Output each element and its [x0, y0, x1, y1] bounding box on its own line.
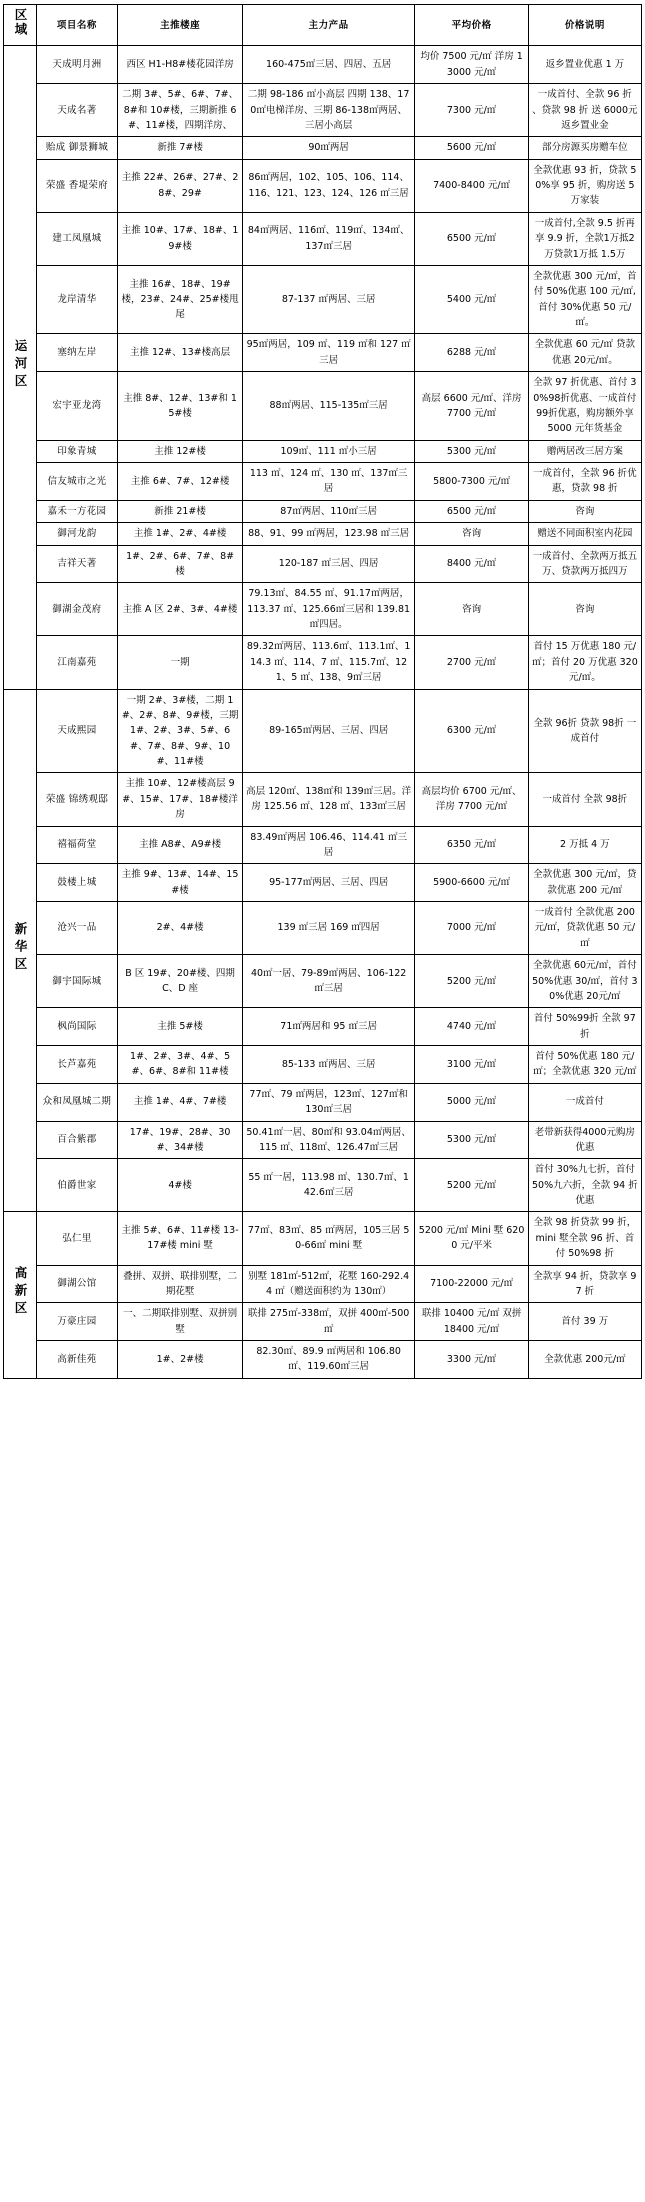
- project-name-cell: 高新佳苑: [36, 1341, 118, 1379]
- table-row: [4, 1083, 642, 1121]
- average-price-cell: 5200 元/㎡: [415, 1159, 528, 1212]
- main-product-cell: 120-187 ㎡三居、四居: [242, 545, 415, 583]
- main-product-cell: 别墅 181㎡-512㎡，花墅 160-292.44 ㎡（赠送面积约为 130㎡）: [242, 1265, 415, 1303]
- average-price-cell: 7100-22000 元/㎡: [415, 1265, 528, 1303]
- table-row: [4, 1159, 642, 1212]
- main-product-cell: 139 ㎡三居 169 ㎡四居: [242, 902, 415, 955]
- table-row: [4, 265, 642, 334]
- header-price-note: 价格说明: [528, 5, 641, 46]
- header-project-name: 项目名称: [36, 5, 118, 46]
- main-building-cell: 主推 5#、6#、11#楼 13-17#楼 mini 墅: [118, 1212, 242, 1265]
- project-name-cell: 宏宇亚龙湾: [36, 372, 118, 441]
- price-note-cell: 全款优惠 200元/㎡: [528, 1341, 641, 1379]
- main-building-cell: 主推 12#、13#楼高层: [118, 334, 242, 372]
- project-name-cell: 弘仁里: [36, 1212, 118, 1265]
- region-cell: [4, 689, 37, 1212]
- project-name-cell: 龙岸清华: [36, 265, 118, 334]
- average-price-cell: 6288 元/㎡: [415, 334, 528, 372]
- average-price-cell: 6300 元/㎡: [415, 689, 528, 773]
- project-name-cell: 印象青城: [36, 440, 118, 462]
- main-building-cell: 主推 10#、17#、18#、19#楼: [118, 212, 242, 265]
- project-name-cell: 御湖金茂府: [36, 583, 118, 636]
- price-note-cell: 首付 30%九七折，首付 50%九六折，全款 94 折优惠: [528, 1159, 641, 1212]
- main-building-cell: 新推 7#楼: [118, 137, 242, 159]
- price-note-cell: 全款优惠 60元/㎡，首付 50%优惠 30/㎡，首付 30%优惠 20元/㎡: [528, 955, 641, 1008]
- main-building-cell: 主推 5#楼: [118, 1008, 242, 1046]
- project-name-cell: 百合紫郡: [36, 1121, 118, 1159]
- price-note-cell: 全款优惠 300 元/㎡，贷款优惠 200 元/㎡: [528, 864, 641, 902]
- average-price-cell: 3100 元/㎡: [415, 1046, 528, 1084]
- main-product-cell: 高层 120㎡、138㎡和 139㎡三居。洋房 125.56 ㎡、128 ㎡、133㎡三居: [242, 773, 415, 826]
- main-product-cell: 55 ㎡一居，113.98 ㎡、130.7㎡、142.6㎡三居: [242, 1159, 415, 1212]
- main-building-cell: 17#、19#、28#、30#、34#楼: [118, 1121, 242, 1159]
- main-building-cell: 1#、2#、6#、7#、8#楼: [118, 545, 242, 583]
- project-name-cell: 众和凤凰城二期: [36, 1083, 118, 1121]
- table-row: [4, 1212, 642, 1265]
- price-note-cell: 首付 50%优惠 180 元/㎡；全款优惠 320 元/㎡: [528, 1046, 641, 1084]
- average-price-cell: 咨询: [415, 583, 528, 636]
- main-product-cell: 84㎡两居、116㎡、119㎡、134㎡、137㎡三居: [242, 212, 415, 265]
- table-row: [4, 689, 642, 773]
- average-price-cell: 7400-8400 元/㎡: [415, 159, 528, 212]
- main-building-cell: 西区 H1-H8#楼花园洋房: [118, 46, 242, 84]
- header-main-building: 主推楼座: [118, 5, 242, 46]
- price-note-cell: 老带新获得4000元购房优惠: [528, 1121, 641, 1159]
- project-name-cell: 伯爵世家: [36, 1159, 118, 1212]
- main-product-cell: 90㎡两居: [242, 137, 415, 159]
- main-building-cell: 主推 16#、18#、19#楼，23#、24#、25#楼甩尾: [118, 265, 242, 334]
- main-product-cell: 77㎡、83㎡、85 ㎡两居，105三居 50-66㎡ mini 墅: [242, 1212, 415, 1265]
- price-note-cell: 2 万抵 4 万: [528, 826, 641, 864]
- table-row: [4, 137, 642, 159]
- average-price-cell: 7300 元/㎡: [415, 84, 528, 137]
- price-note-cell: 咨询: [528, 583, 641, 636]
- main-building-cell: 主推 12#楼: [118, 440, 242, 462]
- table-body: [4, 46, 642, 1378]
- main-product-cell: 89-165㎡两居、三居、四居: [242, 689, 415, 773]
- average-price-cell: 5200 元/㎡ Mini 墅 6200 元/平米: [415, 1212, 528, 1265]
- price-note-cell: 全款优惠 93 折，贷款 50%享 95 折，购房送 5 万家装: [528, 159, 641, 212]
- main-product-cell: 83.49㎡两居 106.46、114.41 ㎡三居: [242, 826, 415, 864]
- average-price-cell: 联排 10400 元/㎡ 双拼 18400 元/㎡: [415, 1303, 528, 1341]
- project-name-cell: 枫尚国际: [36, 1008, 118, 1046]
- price-note-cell: 全款 97 折优惠、首付 30%98折优惠、一成首付99折优惠，购房额外享 5000 元年货基金: [528, 372, 641, 441]
- table-row: [4, 826, 642, 864]
- average-price-cell: 7000 元/㎡: [415, 902, 528, 955]
- price-note-cell: 返乡置业优惠 1 万: [528, 46, 641, 84]
- main-building-cell: 主推 8#、12#、13#和 15#楼: [118, 372, 242, 441]
- table-row: [4, 159, 642, 212]
- average-price-cell: 咨询: [415, 523, 528, 545]
- average-price-cell: 5800-7300 元/㎡: [415, 463, 528, 501]
- price-note-cell: 一成首付、全款 96 折 、贷款 98 折 送 6000元返乡置业金: [528, 84, 641, 137]
- price-note-cell: 赠送不同面积室内花园: [528, 523, 641, 545]
- main-building-cell: 叠拼、双拼、联排别墅，二期花墅: [118, 1265, 242, 1303]
- table-row: [4, 636, 642, 689]
- project-name-cell: 吉祥天著: [36, 545, 118, 583]
- header-region-label: 区域: [12, 8, 28, 37]
- main-product-cell: 联排 275㎡-338㎡，双拼 400㎡-500 ㎡: [242, 1303, 415, 1341]
- table-row: [4, 864, 642, 902]
- average-price-cell: 6350 元/㎡: [415, 826, 528, 864]
- region-cell: [4, 46, 37, 689]
- project-name-cell: 荣盛 锦绣观邸: [36, 773, 118, 826]
- table-row: [4, 1008, 642, 1046]
- table-row: [4, 1303, 642, 1341]
- project-name-cell: 天成明月洲: [36, 46, 118, 84]
- average-price-cell: 5300 元/㎡: [415, 1121, 528, 1159]
- table-row: [4, 1341, 642, 1379]
- main-product-cell: 95㎡两居，109 ㎡、119 ㎡和 127 ㎡三居: [242, 334, 415, 372]
- region-cell: [4, 1212, 37, 1378]
- main-product-cell: 二期 98-186 ㎡小高层 四期 138、170㎡电梯洋房、三期 86-138㎡两居、三居小高层: [242, 84, 415, 137]
- average-price-cell: 4740 元/㎡: [415, 1008, 528, 1046]
- project-name-cell: 御湖公馆: [36, 1265, 118, 1303]
- main-building-cell: 主推 10#、12#楼高层 9#、15#、17#、18#楼洋房: [118, 773, 242, 826]
- main-product-cell: 160-475㎡三居、四居、五居: [242, 46, 415, 84]
- project-name-cell: 天成熙园: [36, 689, 118, 773]
- table-row: [4, 583, 642, 636]
- average-price-cell: 高层均价 6700 元/㎡、洋房 7700 元/㎡: [415, 773, 528, 826]
- price-note-cell: 一成首付，全款 96 折优惠，贷款 98 折: [528, 463, 641, 501]
- main-building-cell: 主推 A 区 2#、3#、4#楼: [118, 583, 242, 636]
- main-building-cell: B 区 19#、20#楼、四期 C、D 座: [118, 955, 242, 1008]
- project-name-cell: 嘉禾一方花园: [36, 500, 118, 522]
- price-note-cell: 全款优惠 60 元/㎡ 贷款优惠 20元/㎡。: [528, 334, 641, 372]
- average-price-cell: 5400 元/㎡: [415, 265, 528, 334]
- main-building-cell: 主推 22#、26#、27#、28#、29#: [118, 159, 242, 212]
- header-row: [4, 5, 642, 46]
- price-note-cell: 一成首付,全款 9.5 折再享 9.9 折，全款1万抵2万贷款1万抵 1.5万: [528, 212, 641, 265]
- main-product-cell: 88㎡两居、115-135㎡三居: [242, 372, 415, 441]
- main-product-cell: 77㎡、79 ㎡两居，123㎡、127㎡和 130㎡三居: [242, 1083, 415, 1121]
- price-note-cell: 首付 15 万优惠 180 元/㎡；首付 20 万优惠 320 元/㎡。: [528, 636, 641, 689]
- main-building-cell: 主推 9#、13#、14#、15#楼: [118, 864, 242, 902]
- main-building-cell: 2#、4#楼: [118, 902, 242, 955]
- main-building-cell: 主推 1#、2#、4#楼: [118, 523, 242, 545]
- project-name-cell: 沧兴一品: [36, 902, 118, 955]
- project-name-cell: 塞纳左岸: [36, 334, 118, 372]
- region-label: 高新区: [12, 1266, 28, 1319]
- project-name-cell: 万豪庄园: [36, 1303, 118, 1341]
- table-row: [4, 84, 642, 137]
- average-price-cell: 5900-6600 元/㎡: [415, 864, 528, 902]
- table-row: [4, 523, 642, 545]
- table-row: [4, 1046, 642, 1084]
- project-name-cell: 禧福荷堂: [36, 826, 118, 864]
- project-name-cell: 长芦嘉苑: [36, 1046, 118, 1084]
- average-price-cell: 3300 元/㎡: [415, 1341, 528, 1379]
- project-name-cell: 荣盛 香堤荣府: [36, 159, 118, 212]
- price-note-cell: 一成首付、全款两万抵五万、贷款两万抵四万: [528, 545, 641, 583]
- main-building-cell: 主推 6#、7#、12#楼: [118, 463, 242, 501]
- main-building-cell: 新推 21#楼: [118, 500, 242, 522]
- region-label: 运河区: [12, 338, 28, 391]
- project-name-cell: 鼓楼上城: [36, 864, 118, 902]
- price-note-cell: 全款 98 折贷款 99 折，mini 墅全款 96 折、首付 50%98 折: [528, 1212, 641, 1265]
- average-price-cell: 5600 元/㎡: [415, 137, 528, 159]
- average-price-cell: 均价 7500 元/㎡ 洋房 13000 元/㎡: [415, 46, 528, 84]
- main-building-cell: 一期: [118, 636, 242, 689]
- main-building-cell: 二期 3#、5#、6#、7#、8#和 10#楼，三期新推 6#、11#楼，四期洋房、: [118, 84, 242, 137]
- project-name-cell: 贻成 御景狮城: [36, 137, 118, 159]
- table-row: [4, 1121, 642, 1159]
- header-region: [4, 5, 37, 46]
- table-row: [4, 500, 642, 522]
- price-note-cell: 首付 50%99折 全款 97折: [528, 1008, 641, 1046]
- table-row: [4, 372, 642, 441]
- price-note-cell: 全款优惠 300 元/㎡，首付 50%优惠 100 元/㎡,首付 30%优惠 50 元/㎡。: [528, 265, 641, 334]
- table-row: [4, 463, 642, 501]
- price-note-cell: 一成首付 全款优惠 200 元/㎡，贷款优惠 50 元/㎡: [528, 902, 641, 955]
- real-estate-price-table: [3, 4, 642, 1379]
- main-product-cell: 89.32㎡两居、113.6㎡、113.1㎡、114.3 ㎡、114、7 ㎡、115.7㎡、121、5 ㎡、138、9㎡三居: [242, 636, 415, 689]
- main-building-cell: 一、二期联排别墅、双拼别墅: [118, 1303, 242, 1341]
- main-product-cell: 85-133 ㎡两居、三居: [242, 1046, 415, 1084]
- average-price-cell: 5300 元/㎡: [415, 440, 528, 462]
- price-note-cell: 首付 39 万: [528, 1303, 641, 1341]
- project-name-cell: 御河龙韵: [36, 523, 118, 545]
- main-product-cell: 50.41㎡一居、80㎡和 93.04㎡两居、115 ㎡、118㎡、126.47㎡三居: [242, 1121, 415, 1159]
- main-product-cell: 88、91、99 ㎡两居，123.98 ㎡三居: [242, 523, 415, 545]
- main-product-cell: 71㎡两居和 95 ㎡三居: [242, 1008, 415, 1046]
- project-name-cell: 御宇国际城: [36, 955, 118, 1008]
- header-main-product: 主力产品: [242, 5, 415, 46]
- project-name-cell: 天成名著: [36, 84, 118, 137]
- main-building-cell: 主推 1#、4#、7#楼: [118, 1083, 242, 1121]
- table-row: [4, 955, 642, 1008]
- main-building-cell: 主推 A8#、A9#楼: [118, 826, 242, 864]
- average-price-cell: 5200 元/㎡: [415, 955, 528, 1008]
- header-average-price: 平均价格: [415, 5, 528, 46]
- main-building-cell: 一期 2#、3#楼，二期 1#、2#、8#、9#楼，三期 1#、2#、3#、5#、6#、7#、8#、9#、10#、11#楼: [118, 689, 242, 773]
- price-note-cell: 一成首付: [528, 1083, 641, 1121]
- main-product-cell: 95-177㎡两居、三居、四居: [242, 864, 415, 902]
- table-row: [4, 1265, 642, 1303]
- table-row: [4, 773, 642, 826]
- table-row: [4, 902, 642, 955]
- table-row: [4, 334, 642, 372]
- main-product-cell: 87-137 ㎡两居、三居: [242, 265, 415, 334]
- main-product-cell: 109㎡、111 ㎡小三居: [242, 440, 415, 462]
- average-price-cell: 5000 元/㎡: [415, 1083, 528, 1121]
- main-building-cell: 4#楼: [118, 1159, 242, 1212]
- region-label: 新华区: [12, 921, 28, 974]
- main-product-cell: 82.30㎡、89.9 ㎡两居和 106.80 ㎡、119.60㎡三居: [242, 1341, 415, 1379]
- price-note-cell: 一成首付 全款 98折: [528, 773, 641, 826]
- price-note-cell: 部分房源买房赠车位: [528, 137, 641, 159]
- average-price-cell: 高层 6600 元/㎡、洋房 7700 元/㎡: [415, 372, 528, 441]
- project-name-cell: 信友城市之光: [36, 463, 118, 501]
- project-name-cell: 建工凤凰城: [36, 212, 118, 265]
- main-product-cell: 113 ㎡、124 ㎡、130 ㎡、137㎡三居: [242, 463, 415, 501]
- average-price-cell: 8400 元/㎡: [415, 545, 528, 583]
- average-price-cell: 2700 元/㎡: [415, 636, 528, 689]
- price-note-cell: 咨询: [528, 500, 641, 522]
- project-name-cell: 江南嘉苑: [36, 636, 118, 689]
- table-row: [4, 46, 642, 84]
- main-product-cell: 40㎡一居、79-89㎡两居、106-122 ㎡三居: [242, 955, 415, 1008]
- price-note-cell: 赠两居改三居方案: [528, 440, 641, 462]
- main-product-cell: 87㎡两居、110㎡三居: [242, 500, 415, 522]
- average-price-cell: 6500 元/㎡: [415, 212, 528, 265]
- table-row: [4, 212, 642, 265]
- main-building-cell: 1#、2#楼: [118, 1341, 242, 1379]
- main-building-cell: 1#、2#、3#、4#、5#、6#、8#和 11#楼: [118, 1046, 242, 1084]
- price-note-cell: 全款 96折 贷款 98折 一成首付: [528, 689, 641, 773]
- price-note-cell: 全款享 94 折，贷款享 97 折: [528, 1265, 641, 1303]
- table-header: [4, 5, 642, 46]
- main-product-cell: 79.13㎡、84.55 ㎡、91.17㎡两居，113.37 ㎡、125.66㎡三居和 139.81 ㎡四居。: [242, 583, 415, 636]
- table-row: [4, 440, 642, 462]
- table-row: [4, 545, 642, 583]
- main-product-cell: 86㎡两居，102、105、106、114、116、121、123、124、126 ㎡三居: [242, 159, 415, 212]
- average-price-cell: 6500 元/㎡: [415, 500, 528, 522]
